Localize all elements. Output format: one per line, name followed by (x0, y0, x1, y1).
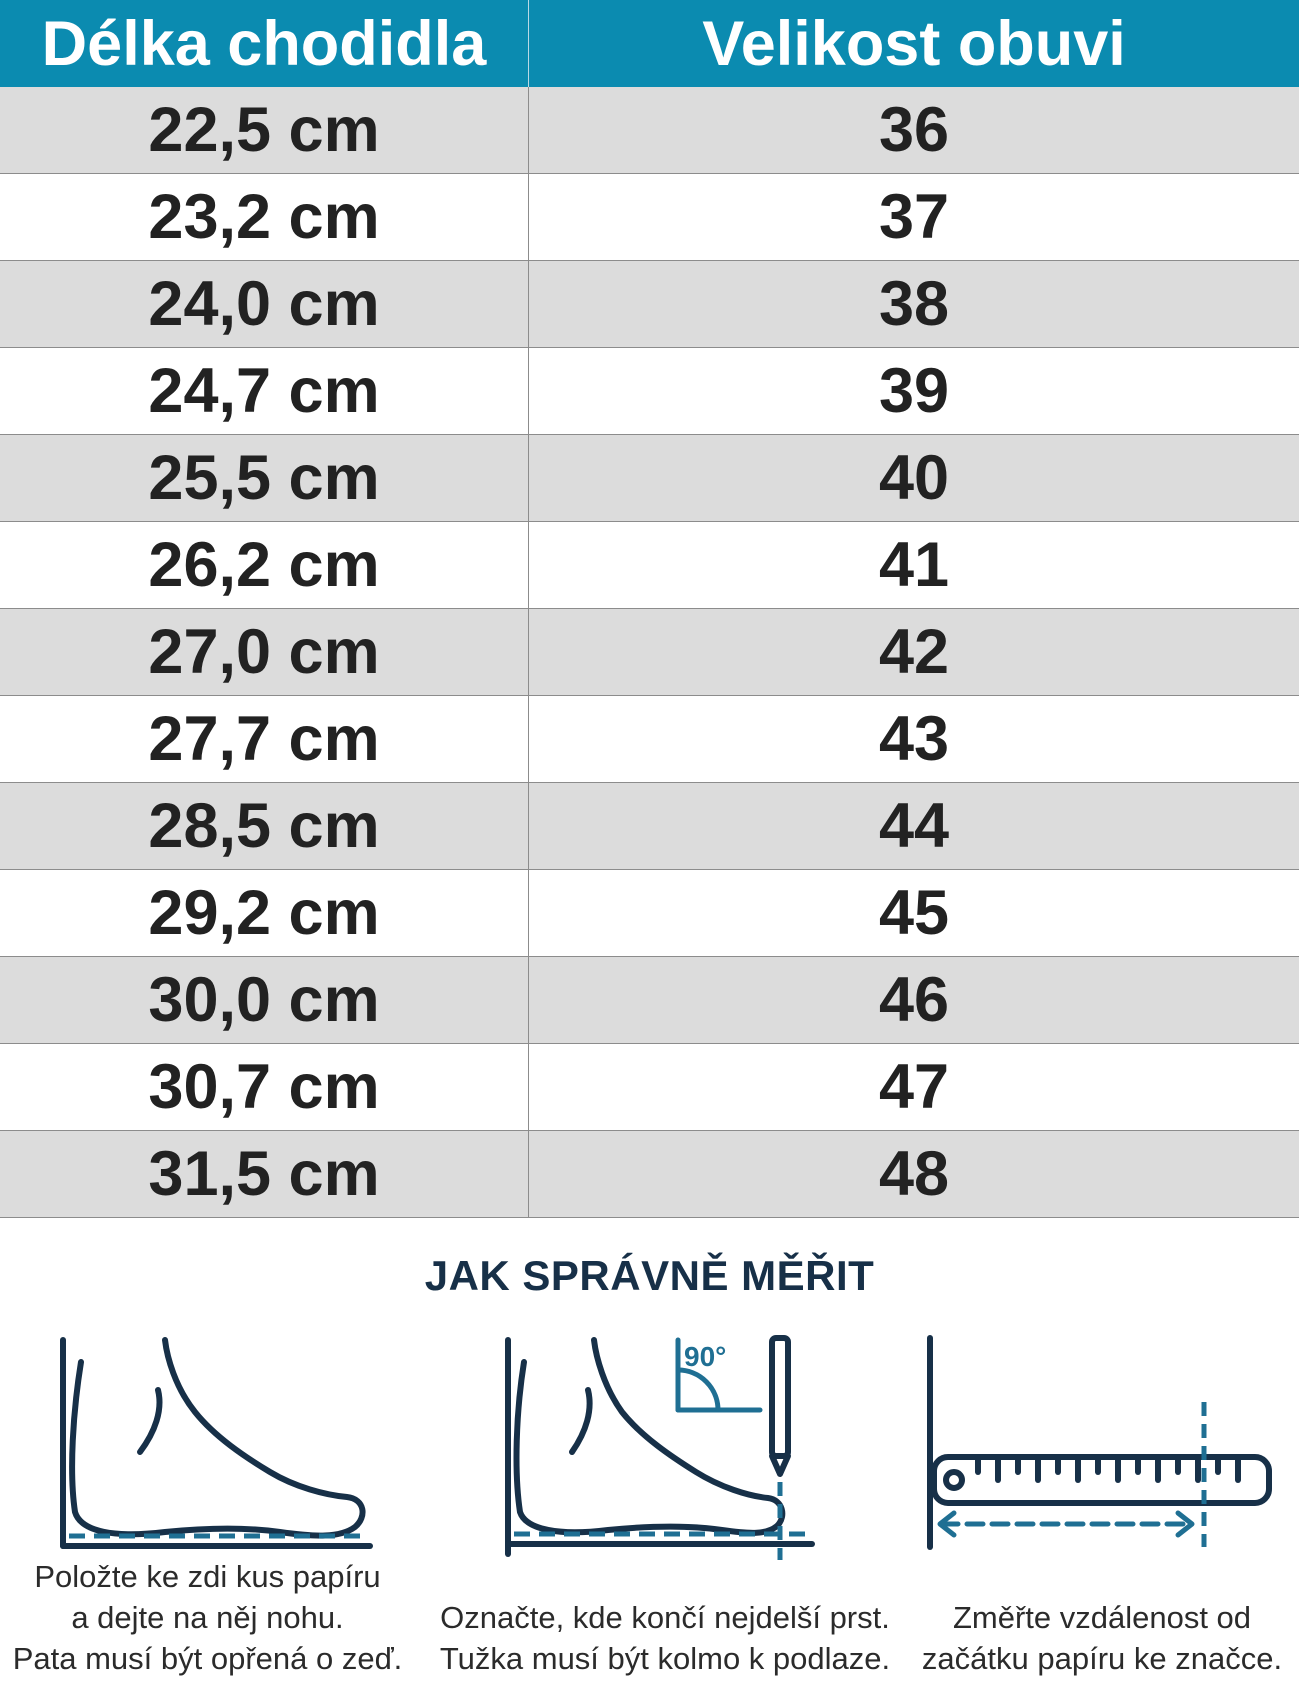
step-3-line-2: začátku papíru ke značce. (921, 1641, 1283, 1676)
shoe-size-cell: 40 (529, 435, 1299, 522)
step-1-line-1: Položte ke zdi kus papíru (34, 1559, 381, 1594)
measure-guide-title: JAK SPRÁVNĚ MĚŘIT (424, 1252, 875, 1299)
step-1-line-2: a dejte na něj nohu. (71, 1600, 344, 1635)
table-row (0, 1131, 1299, 1218)
table-row (0, 957, 1299, 1044)
step-1-instructions (0, 1556, 415, 1679)
shoe-size-cell: 39 (529, 348, 1299, 435)
header-shoe-size: Velikost obuvi (529, 0, 1299, 87)
table-row (0, 870, 1299, 957)
step-3-instructions (905, 1597, 1299, 1679)
table-header-row (0, 0, 1299, 87)
pencil-mark-toe-icon (500, 1332, 825, 1564)
table-row (0, 1044, 1299, 1131)
table-row (0, 522, 1299, 609)
shoe-size-cell: 41 (529, 522, 1299, 609)
step-2-instructions (425, 1597, 905, 1679)
table-row (0, 348, 1299, 435)
step-3-line-1: Změřte vzdálenost od (952, 1600, 1252, 1635)
foot-length-cell: 31,5 cm (0, 1131, 529, 1218)
table-row (0, 174, 1299, 261)
foot-length-cell: 22,5 cm (0, 87, 529, 174)
shoe-size-cell: 38 (529, 261, 1299, 348)
shoe-size-cell: 36 (529, 87, 1299, 174)
foot-length-cell: 23,2 cm (0, 174, 529, 261)
table-row (0, 435, 1299, 522)
foot-length-cell: 28,5 cm (0, 783, 529, 870)
foot-length-cell: 25,5 cm (0, 435, 529, 522)
table-row (0, 696, 1299, 783)
step-2-line-1: Označte, kde končí nejdelší prst. (440, 1600, 890, 1635)
foot-length-cell: 24,0 cm (0, 261, 529, 348)
foot-length-cell: 30,7 cm (0, 1044, 529, 1131)
angle-label: 90° (684, 1341, 727, 1372)
shoe-size-cell: 45 (529, 870, 1299, 957)
shoe-size-cell: 37 (529, 174, 1299, 261)
shoe-size-cell: 42 (529, 609, 1299, 696)
foot-length-cell: 24,7 cm (0, 348, 529, 435)
table-row (0, 783, 1299, 870)
shoe-size-cell: 48 (529, 1131, 1299, 1218)
header-foot-length: Délka chodidla (0, 0, 529, 87)
table-row (0, 609, 1299, 696)
foot-length-cell: 29,2 cm (0, 870, 529, 957)
foot-against-wall-icon (55, 1332, 380, 1557)
step-2-line-2: Tužka musí být kolmo k podlaze. (439, 1641, 891, 1676)
foot-length-cell: 27,0 cm (0, 609, 529, 696)
table-row (0, 261, 1299, 348)
foot-length-cell: 27,7 cm (0, 696, 529, 783)
table-row (0, 87, 1299, 174)
foot-length-cell: 26,2 cm (0, 522, 529, 609)
shoe-size-cell: 44 (529, 783, 1299, 870)
ruler-measure-icon (920, 1332, 1275, 1557)
step-1-line-3: Pata musí být opřená o zeď. (12, 1641, 403, 1676)
shoe-size-cell: 46 (529, 957, 1299, 1044)
foot-length-cell: 30,0 cm (0, 957, 529, 1044)
shoe-size-cell: 47 (529, 1044, 1299, 1131)
shoe-size-cell: 43 (529, 696, 1299, 783)
